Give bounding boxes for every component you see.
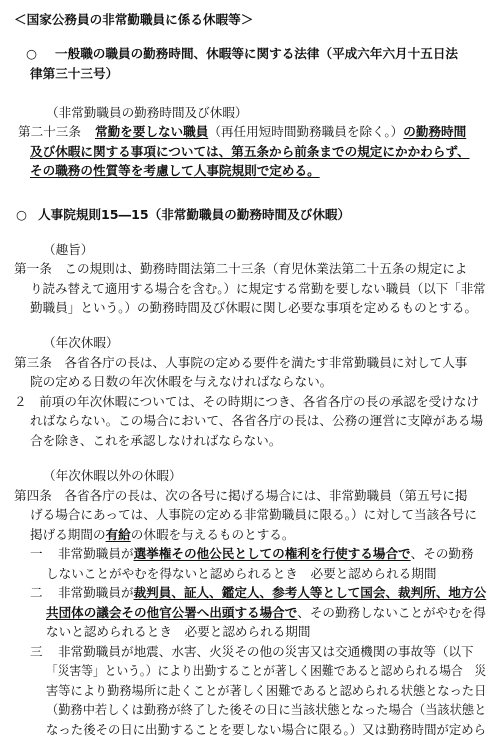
annual-leave-caption: （年次休暇） (43, 335, 119, 350)
item-2-line1 (58, 583, 486, 603)
purpose-caption: （趣旨） (43, 242, 94, 257)
article-23-line3: その職務の性質等を考慮して人事院規則で定める。 (30, 163, 320, 178)
item-1-line1-a: 非常勤職員が (58, 546, 134, 561)
law-article-caption: （非常勤職員の勤務時間及び休暇） (46, 105, 248, 120)
article-23-line1 (18, 122, 466, 142)
item-3-line2: 「災害等」という。）により出勤することが著しく困難であると認められる場合 災 (46, 663, 487, 678)
item-1-line2: しないことがやむを得ないと認められるとき 必要と認められる期間 (46, 566, 437, 581)
article-23-label: 第二十三条 (18, 124, 81, 139)
document-title: ＜国家公務員の非常勤職員に係る休暇等＞ (14, 12, 254, 27)
item-3-line3: 害等により勤務場所に赴くことが著しく困難であると認められる状態となった日 (46, 683, 487, 698)
article-3-para2-line3: 合を除き、これを承認しなければならない。 (30, 433, 282, 448)
item-2-line2 (46, 603, 486, 623)
item-2-underline-2: 共団体の議会その他官公署へ出頭する場合で (46, 605, 298, 620)
article-4-paid-underline: 有給 (105, 527, 131, 542)
item-3-line4: （勤務中若しくは勤務が終了した後その日に当該状態となった場合（当該状態と (46, 702, 487, 717)
article-3-line2: 院の定める日数の年次休暇を与えなければならない。 (30, 374, 333, 389)
item-3-line5: なった後その日に出勤することを要しない場合に限る。）又は勤務時間が定めら (46, 722, 487, 737)
item-2-number: 二 (30, 585, 43, 600)
article-23-plain-1: （再任用短時間勤務職員を除く。） (208, 124, 404, 139)
article-1-line1: 第一条 この規則は、勤務時間法第二十三条（育児休業法第二十五条の規定によ (14, 261, 468, 276)
article-4-line3 (30, 525, 294, 545)
item-2-line1-a: 非常勤職員が (58, 585, 134, 600)
law-marker: ○ (26, 46, 37, 61)
item-1-number: 一 (30, 546, 43, 561)
article-23-underline-1: 常勤を要しない職員 (94, 124, 209, 139)
item-2-line3: ないと認められるとき 必要と認められる期間 (46, 624, 311, 639)
article-3-para2-line2: ればならない。この場合において、各省各庁の長は、公務の運営に支障がある場 (30, 413, 484, 428)
article-1-line3: 勤職員」という。）の勤務時間及び休暇に関し必要な事項を定めるものとする。 (30, 300, 478, 315)
item-2-line2-b: 、その勤務しないことがやむを得 (297, 605, 486, 620)
article-4-line2: げる場合にあっては、人事院の定める非常勤職員に限る。）に対して当該各号に (30, 507, 477, 522)
article-23-line2 (30, 142, 470, 162)
item-2-underline-1: 裁判員、証人、鑑定人、参考人等として国会、裁判所、地方公 (133, 585, 487, 600)
item-3-number: 三 (30, 644, 43, 659)
article-1-line2: り読み替えて適用する場合を含む。）に規定する常勤を要しない職員（以下「非常 (30, 281, 486, 296)
rule-title: 人事院規則15―15（非常勤職員の勤務時間及び休暇） (38, 207, 351, 222)
article-4-line1: 第四条 各省各庁の長は、次の各号に掲げる場合には、非常勤職員（第五号に掲 (14, 488, 468, 503)
article-4-line3-b: の休暇を与えるものとする。 (130, 527, 295, 542)
article-23-underline-4: 、第五条から前条までの規定にかかわらず (218, 144, 457, 159)
item-1-line1-b: 、その勤務 (410, 546, 474, 561)
article-23-underline-2: の勤務時間 (403, 124, 467, 139)
article-3-line1: 第三条 各省各庁の長は、人事院の定める要件を満たす非常勤職員に対して人事 (14, 355, 468, 370)
law-title-line2: 律第三十三号） (30, 66, 119, 81)
rule-marker: ○ (16, 207, 27, 222)
article-3-para2-line1: ２ 前項の年次休暇については、その時期につき、各省各庁の長の承認を受けなけ (14, 394, 479, 409)
article-4-line3-a: 掲げる期間の (30, 527, 106, 542)
other-leave-caption: （年次休暇以外の休暇） (43, 468, 182, 483)
article-23-underline-3: 及び休暇に関する事項については (30, 144, 219, 159)
law-title-line1: 一般職の職員の勤務時間、休暇等に関する法律（平成六年六月十五日法 (55, 46, 458, 61)
item-1-line1 (58, 544, 474, 564)
item-3-line1: 非常勤職員が地震、水害、火災その他の災害又は交通機関の事故等（以下 (58, 644, 474, 659)
item-1-underline: 選挙権その他公民としての権利を行使する場合で (133, 546, 411, 561)
article-23-underline-5: 、 (456, 144, 470, 159)
